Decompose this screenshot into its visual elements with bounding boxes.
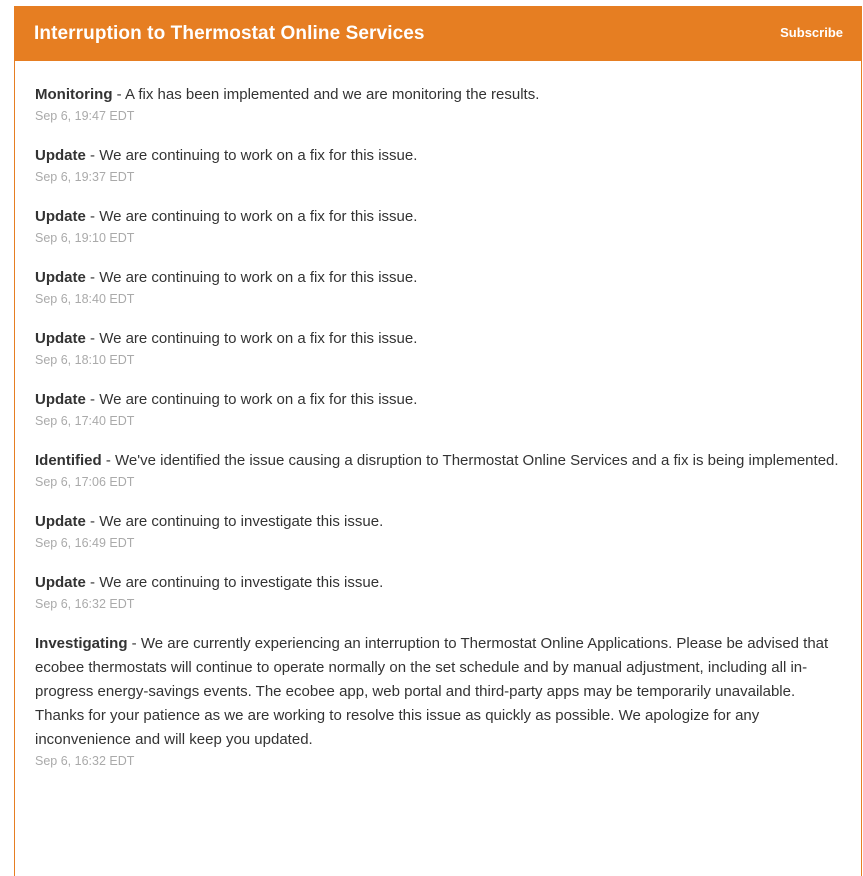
update-body: Update - We are continuing to work on a fix for this issue. [35,391,418,408]
update-item [35,83,841,125]
incident-panel [14,6,862,876]
update-message: We've identified the issue causing a disruption to Thermostat Online Services and a fix is being implemented. [115,452,839,469]
update-body: Update - We are continuing to investigate this issue. [35,574,384,591]
update-status: Investigating [35,635,128,652]
update-status: Update [35,147,86,164]
update-timestamp: Sep 6, 16:32 EDT [35,597,135,611]
update-item [35,388,841,430]
update-timestamp: Sep 6, 19:47 EDT [35,109,135,123]
update-message: We are currently experiencing an interruption to Thermostat Online Applications. Please be advised that ecobee thermostats will continue to operate normally on the set schedule and by manual adjustment, including all in-progress energy-savings events. The ecobee app, web portal and third-party apps may be temporarily unavailable. Thanks for your patience as we are working to resolve this issue as quickly as possible. We apologize for any inconvenience and will keep you updated. [35,635,829,748]
update-status: Update [35,269,86,286]
update-body: Update - We are continuing to investigate this issue. [35,513,384,530]
update-body: Investigating - We are currently experiencing an interruption to Thermostat Online Applications. Please be advised that ecobee thermostats will continue to operate normally on the set schedule and by manual adjustment, including all in-progress energy-savings events. The ecobee app, web portal and third-party apps may be temporarily unavailable. Thanks for your patience as we are working to resolve this issue as quickly as possible. We apologize for any inconvenience and will keep you updated. [35,635,829,748]
update-message: A fix has been implemented and we are monitoring the results. [125,86,540,103]
incident-title: Interruption to Thermostat Online Services [34,23,425,44]
update-status: Update [35,208,86,225]
update-timestamp: Sep 6, 18:40 EDT [35,292,135,306]
update-body: Update - We are continuing to work on a fix for this issue. [35,269,418,286]
update-message: We are continuing to work on a fix for this issue. [99,391,418,408]
subscribe-button[interactable]: Subscribe [780,25,843,40]
update-item [35,449,841,491]
update-message: We are continuing to investigate this issue. [99,513,384,530]
update-body: Identified - We've identified the issue causing a disruption to Thermostat Online Services and a fix is being implemented. [35,452,839,469]
update-body: Update - We are continuing to work on a fix for this issue. [35,208,418,225]
update-timestamp: Sep 6, 16:49 EDT [35,536,135,550]
update-timestamp: Sep 6, 19:10 EDT [35,231,135,245]
update-item [35,510,841,552]
update-timestamp: Sep 6, 17:40 EDT [35,414,135,428]
update-status: Monitoring [35,86,113,103]
update-item [35,327,841,369]
incident-updates [15,61,861,770]
update-status: Identified [35,452,102,469]
update-status: Update [35,391,86,408]
update-timestamp: Sep 6, 19:37 EDT [35,170,135,184]
update-item [35,144,841,186]
update-message: We are continuing to investigate this issue. [99,574,384,591]
update-message: We are continuing to work on a fix for this issue. [99,330,418,347]
update-message: We are continuing to work on a fix for this issue. [99,269,418,286]
update-body: Monitoring - A fix has been implemented and we are monitoring the results. [35,86,540,103]
update-body: Update - We are continuing to work on a fix for this issue. [35,330,418,347]
update-message: We are continuing to work on a fix for this issue. [99,208,418,225]
update-timestamp: Sep 6, 17:06 EDT [35,475,135,489]
update-item [35,632,841,770]
update-item [35,571,841,613]
update-status: Update [35,574,86,591]
update-message: We are continuing to work on a fix for this issue. [99,147,418,164]
update-item [35,266,841,308]
update-body: Update - We are continuing to work on a fix for this issue. [35,147,418,164]
incident-header [15,6,861,61]
update-status: Update [35,513,86,530]
update-timestamp: Sep 6, 16:32 EDT [35,754,135,768]
update-status: Update [35,330,86,347]
update-item [35,205,841,247]
update-timestamp: Sep 6, 18:10 EDT [35,353,135,367]
